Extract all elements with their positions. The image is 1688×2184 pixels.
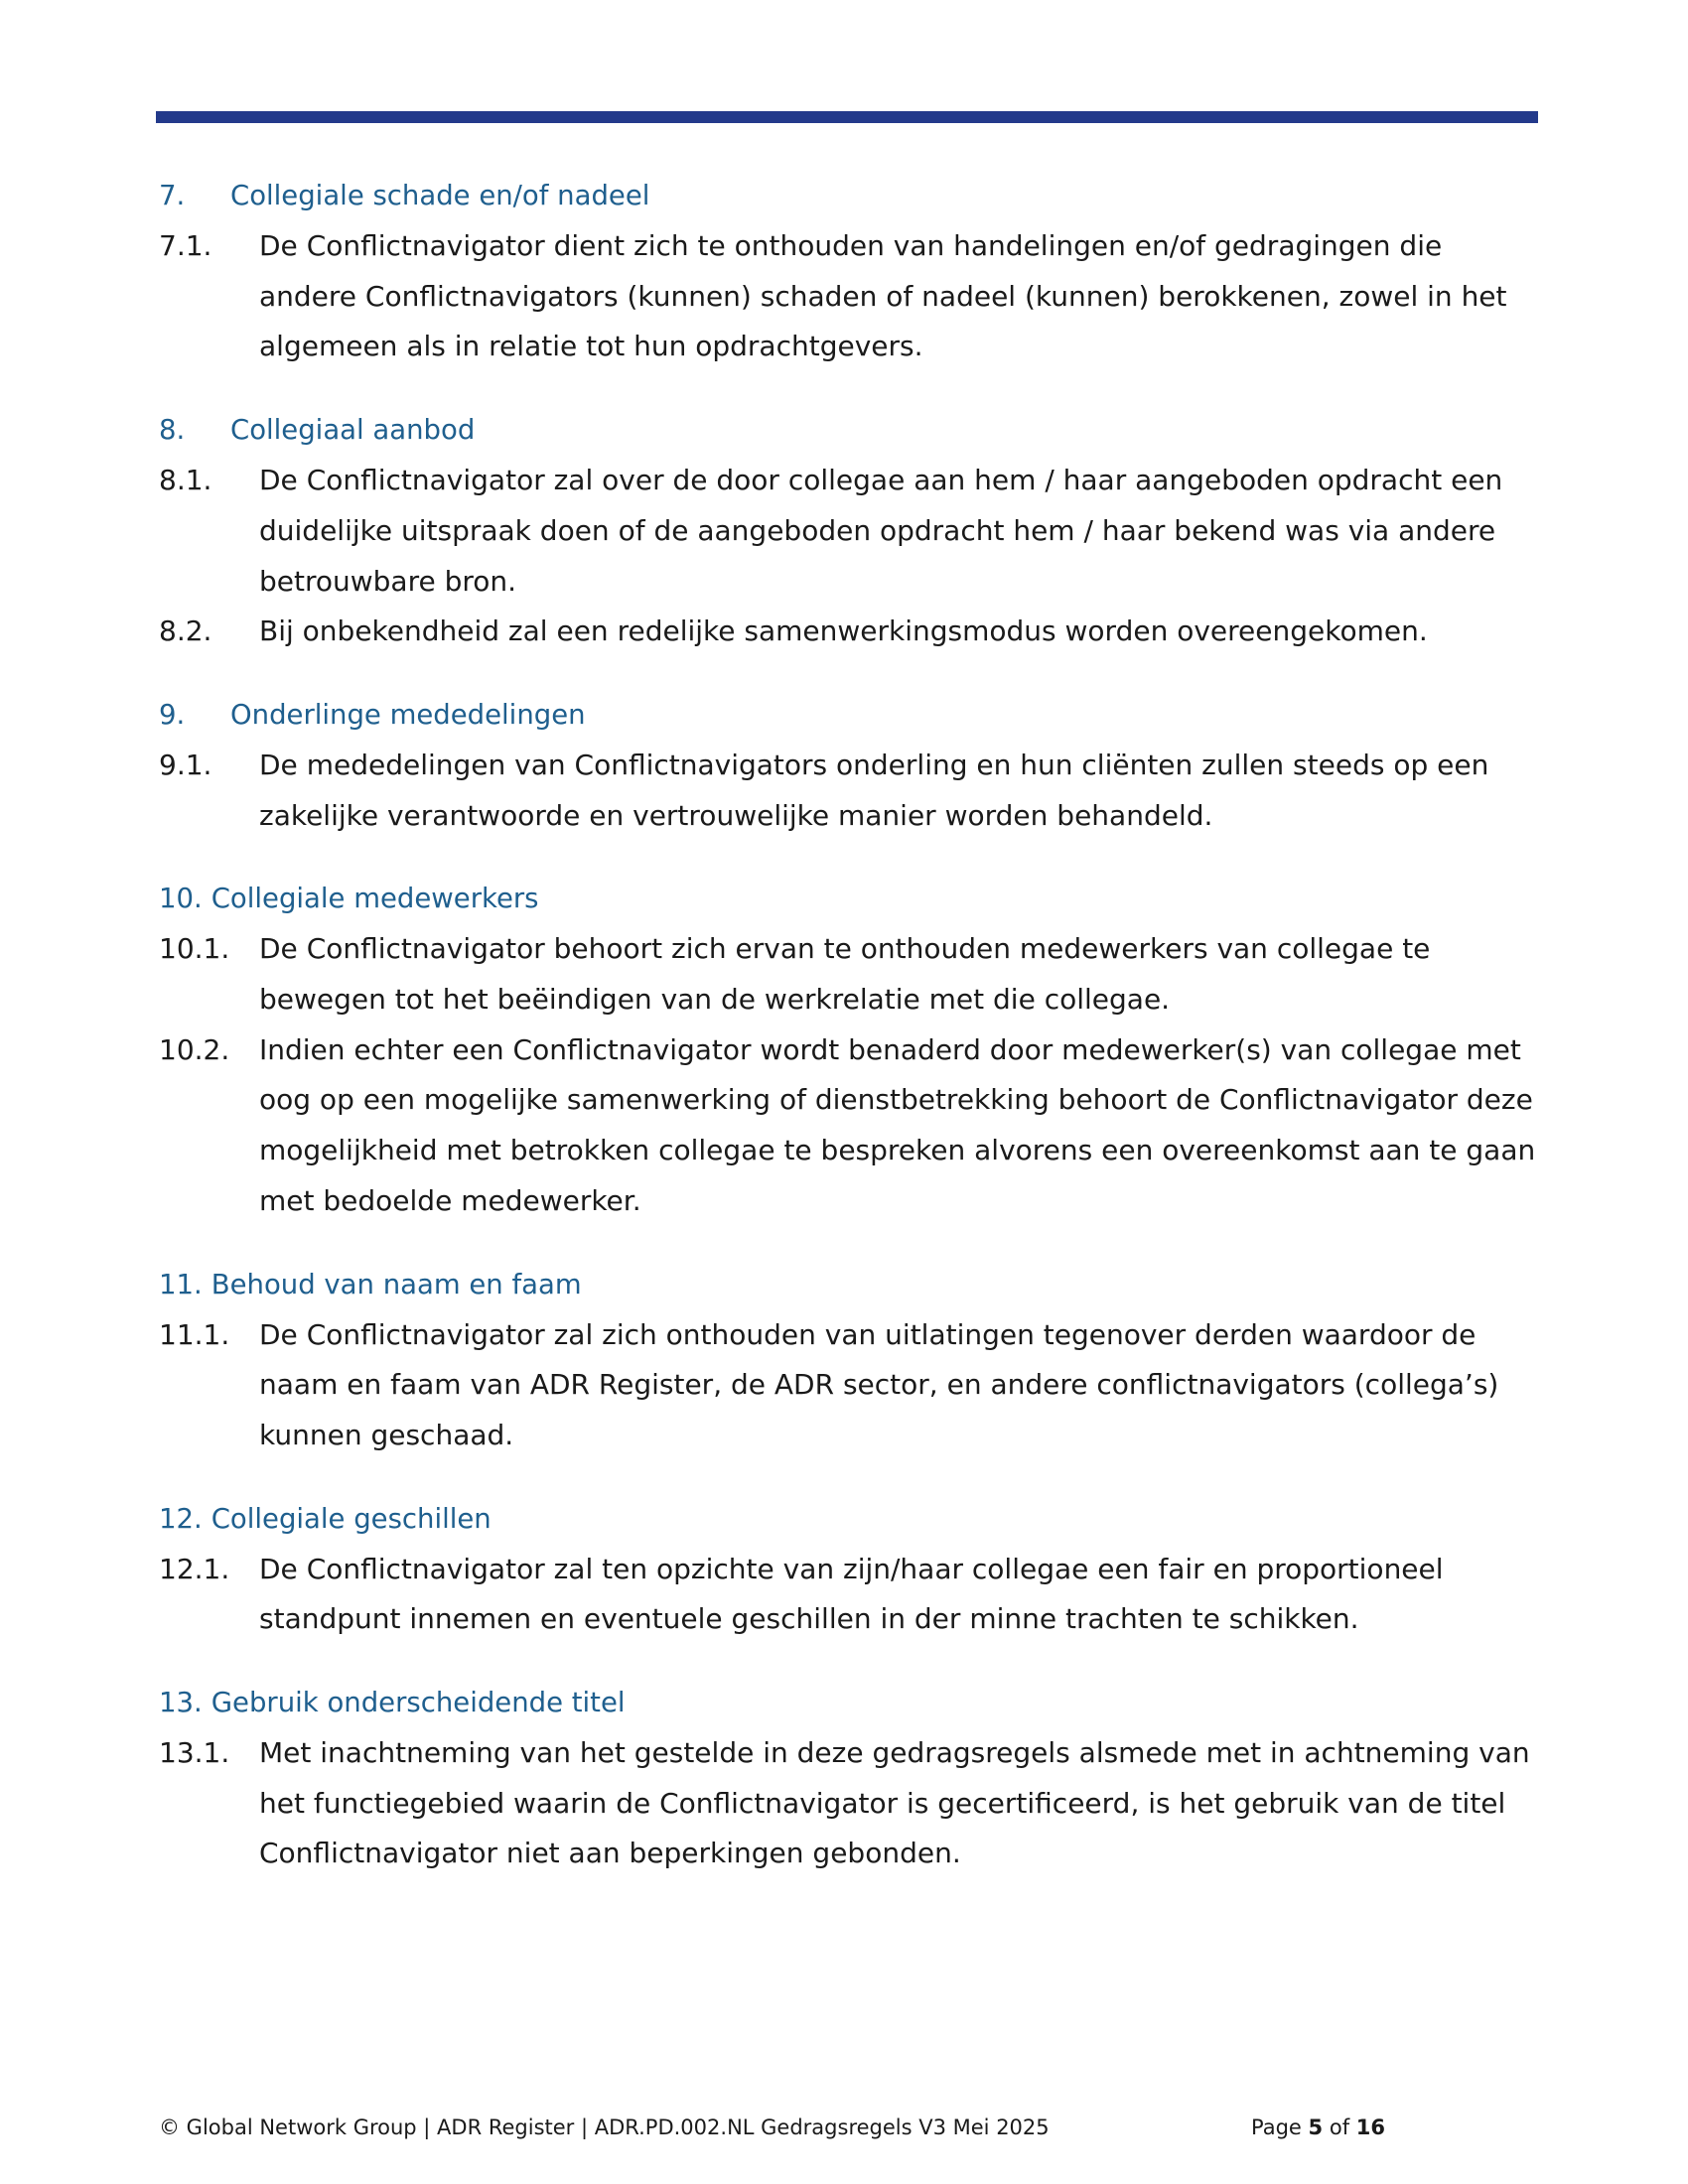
clause-text: Indien echter een Conflictnavigator wordt benaderd door medewerker(s) van collegae met oog op een mogelijke samenwerking of dienstbetrekking behoort de Conflictnavigator deze mogelijkheid met betrokken collegae te bespreken alvorens een overeenkomst aan te gaan met bedoelde medewerker. bbox=[259, 1032, 1536, 1217]
section-title: Gebruik onderscheidende titel bbox=[211, 1687, 626, 1719]
clause-text: Bij onbekendheid zal een redelijke samenwerkingsmodus worden overeengekomen. bbox=[259, 614, 1428, 648]
page-of: of bbox=[1329, 2116, 1350, 2139]
clause-number: 9.1. bbox=[159, 748, 212, 781]
clause bbox=[159, 1545, 1544, 1645]
clause-number: 7.1. bbox=[159, 229, 212, 262]
page-current: 5 bbox=[1308, 2116, 1324, 2139]
header-rule bbox=[156, 111, 1538, 123]
section-number: 9. bbox=[159, 698, 186, 731]
clause-text: De Conflictnavigator zal over de door collegae aan hem / haar aangeboden opdracht een duidelijke uitspraak doen of de aangeboden opdracht hem / haar bekend was via andere betrouwbare bron. bbox=[259, 464, 1503, 598]
document-body bbox=[159, 171, 1544, 1912]
clause bbox=[159, 1025, 1544, 1227]
section-9 bbox=[159, 690, 1544, 841]
clause-number: 12.1. bbox=[159, 1552, 230, 1585]
section-heading bbox=[159, 405, 1544, 456]
clause-number: 11.1. bbox=[159, 1317, 230, 1351]
section-heading bbox=[159, 690, 1544, 741]
clause bbox=[159, 924, 1544, 1024]
section-number: 13. bbox=[159, 1687, 203, 1719]
section-heading bbox=[159, 874, 1544, 924]
clause-text: De Conflictnavigator zal zich onthouden van uitlatingen tegenover derden waardoor de naam en faam van ADR Register, de ADR sector, en andere conflictnavigators (collega’s) kunnen geschaad. bbox=[259, 1317, 1499, 1451]
clause bbox=[159, 741, 1544, 841]
clause-text: De mededelingen van Conflictnavigators onderling en hun cliënten zullen steeds op een zakelijke verantwoorde en vertrouwelijke manier worden behandeld. bbox=[259, 748, 1489, 832]
clause-text: De Conflictnavigator dient zich te onthouden van handelingen en/of gedragingen die andere Conflictnavigators (kunnen) schaden of nadeel (kunnen) berokkenen, zowel in het algemeen als in relatie tot hun opdrachtgevers. bbox=[259, 229, 1507, 363]
section-heading bbox=[159, 1260, 1544, 1310]
clause bbox=[159, 607, 1544, 657]
section-12 bbox=[159, 1494, 1544, 1645]
section-heading bbox=[159, 1678, 1544, 1728]
footer-copyright: © Global Network Group | ADR Register | ADR.PD.002.NL Gedragsregels V3 Mei 2025 bbox=[159, 2116, 1050, 2139]
clause bbox=[159, 1728, 1544, 1879]
section-number: 10. bbox=[159, 883, 203, 915]
section-number: 7. bbox=[159, 180, 186, 211]
clause-text: Met inachtneming van het gestelde in deze gedragsregels alsmede met in achtneming van het functiegebied waarin de Conflictnavigator is gecertificeerd, is het gebruik van de titel Conflictnavigator niet aan beperkingen gebonden. bbox=[259, 1736, 1530, 1870]
page-indicator bbox=[1251, 2113, 1385, 2142]
clause-number: 8.2. bbox=[159, 614, 212, 648]
section-11 bbox=[159, 1260, 1544, 1461]
section-number: 11. bbox=[159, 1268, 203, 1300]
section-number: 8. bbox=[159, 414, 186, 447]
section-10 bbox=[159, 874, 1544, 1226]
clause-number: 10.2. bbox=[159, 1032, 230, 1066]
section-title: Collegiale medewerkers bbox=[211, 883, 539, 915]
section-heading bbox=[159, 171, 1544, 221]
page-total: 16 bbox=[1355, 2116, 1386, 2139]
clause-number: 10.1. bbox=[159, 932, 230, 966]
section-heading bbox=[159, 1494, 1544, 1545]
section-title: Collegiale schade en/of nadeel bbox=[230, 180, 650, 211]
clause-text: De Conflictnavigator zal ten opzichte van zijn/haar collegae een fair en proportioneel standpunt innemen en eventuele geschillen in der minne trachten te schikken. bbox=[259, 1552, 1444, 1636]
clause-number: 8.1. bbox=[159, 464, 212, 497]
section-title: Onderlinge mededelingen bbox=[230, 698, 586, 731]
clause-text: De Conflictnavigator behoort zich ervan te onthouden medewerkers van collegae te bewegen tot het beëindigen van de werkrelatie met die collegae. bbox=[259, 932, 1431, 1017]
section-title: Collegiaal aanbod bbox=[230, 414, 476, 447]
section-number: 12. bbox=[159, 1502, 203, 1535]
section-title: Collegiale geschillen bbox=[211, 1502, 492, 1535]
clause bbox=[159, 456, 1544, 607]
clause-number: 13.1. bbox=[159, 1736, 230, 1770]
clause bbox=[159, 221, 1544, 372]
section-13 bbox=[159, 1678, 1544, 1879]
section-7 bbox=[159, 171, 1544, 372]
section-title: Behoud van naam en faam bbox=[211, 1268, 582, 1300]
section-8 bbox=[159, 405, 1544, 657]
clause bbox=[159, 1310, 1544, 1461]
page-label: Page bbox=[1251, 2116, 1302, 2139]
